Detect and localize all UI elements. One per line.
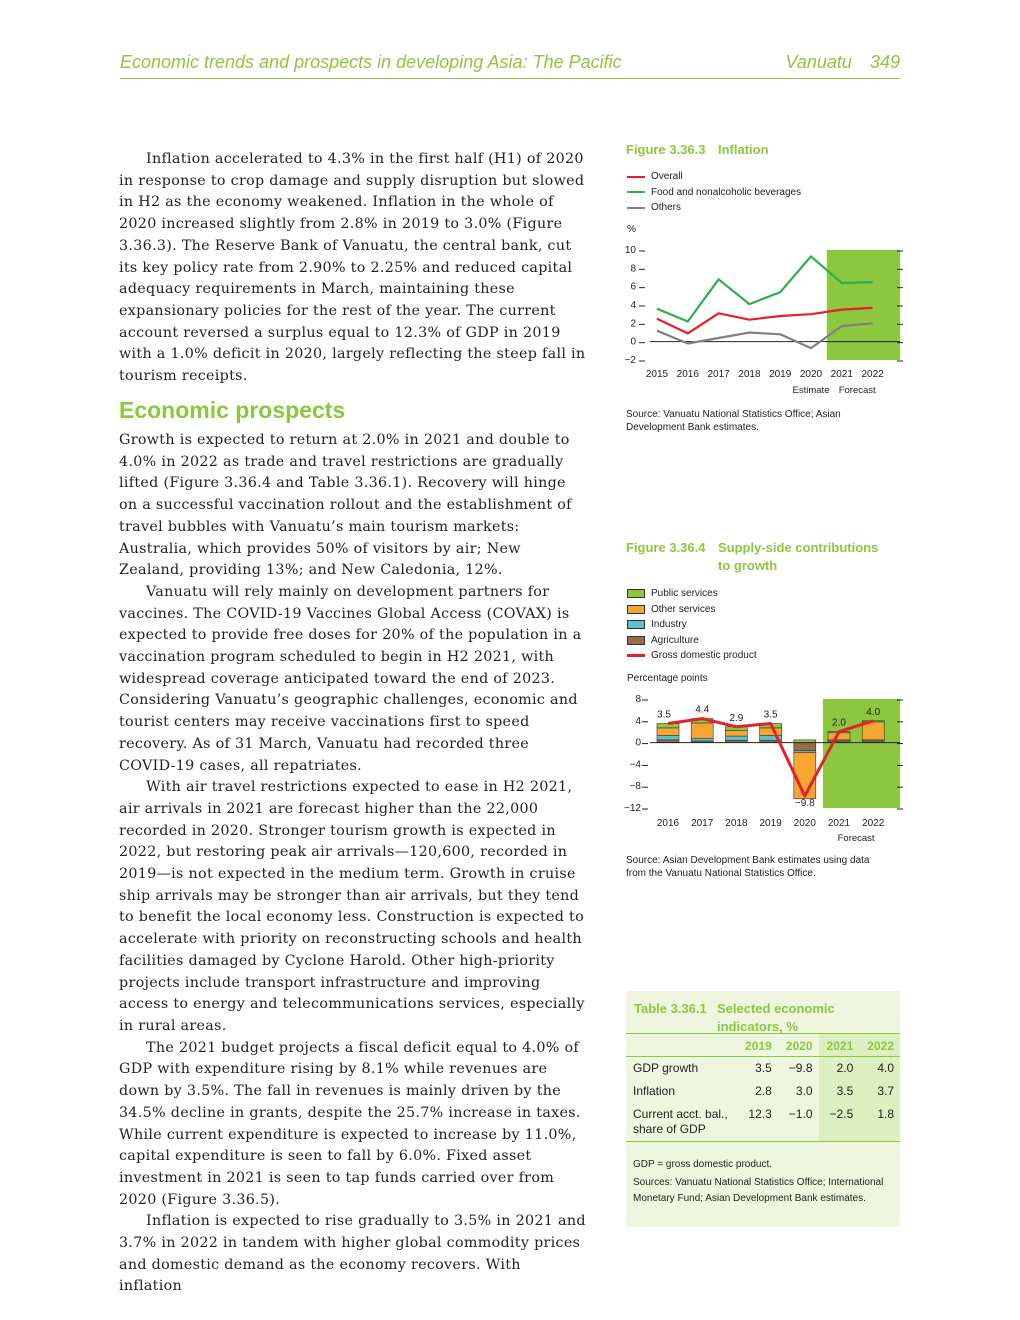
caption-line: to growth [718,558,778,573]
y-tick-label: 10 [624,245,636,256]
table-caption [717,1000,835,1036]
legend-item [627,586,757,602]
table-cell: 3.5 [819,1080,860,1103]
paragraph: Vanuatu will rely mainly on development partners for vaccines. The COVID-19 Vaccines Global Access (COVAX) is expected to provide free doses for 20% of the population in a vaccination program scheduled to begin in H2 2021, with widespread coverage anticipated toward the end of 2023. Considering Vanuatu’s geographic challenges, economic and tourist centers may receive vaccinations first to speed recovery. As of 31 March, Vanuatu had recorded three COVID-19 cases, all repatriates. [119,583,582,774]
x-tick-label: 2020 [793,818,816,829]
legend-swatch [627,620,645,629]
legend-item [627,633,757,649]
legend-swatch [627,605,645,614]
data-label: 3.5 [763,709,778,721]
x-tick-label: 2016 [676,369,699,380]
legend-label: Others [651,202,682,213]
data-label: −9.8 [794,798,815,810]
data-label: 2.9 [729,712,744,724]
bar-segment [657,724,679,728]
y-tick-label: 0 [630,336,636,348]
y-tick-label: 2 [630,318,636,330]
table-row [626,1057,900,1081]
x-tick-label: 2018 [725,818,748,829]
row-label: Current acct. bal., share of GDP [633,1107,728,1136]
caption-line: indicators, % [717,1019,798,1034]
y-tick-label: −8 [629,781,641,793]
table-sources: Sources: Vanuatu National Statistics Office; International Monetary Fund; Asian Development Bank estimates. [633,1177,884,1204]
legend-swatch [627,636,645,645]
legend-swatch [627,191,645,193]
header-cell: 2020 [785,1038,813,1053]
legend-swatch [627,654,645,657]
table-row [626,1080,900,1103]
paragraph: Growth is expected to return at 2.0% in 2021 and double to 4.0% in 2022 as trade and travel restrictions are gradually lifted (Figure 3.36.4 and Table 3.36.1). Recovery will hinge on a successful vaccination rollout and the establishment of travel bubbles with Vanuatu’s main tourism markets: Australia, which provides 50% of visitors by air; New Zealand, providing 13%; and New Caledonia, 12%. [119,432,572,579]
y-tick-label: 8 [635,694,641,705]
x-tick-label: 2017 [691,818,714,829]
legend-swatch [627,176,645,178]
table-cell: 2.8 [755,1084,772,1098]
x-tick-label: 2017 [707,369,730,380]
table-cell: 3.5 [755,1061,772,1075]
table-title [634,1000,835,1036]
figure-caption [718,539,878,575]
header-country: Vanuatu [785,52,852,72]
bar-segment [725,736,747,740]
y-tick-label: 6 [630,281,636,293]
chart-legend [627,586,757,664]
paragraph: Inflation is expected to rise gradually to 3.5% in 2021 and 3.7% in 2022 in tandem with higher global commodity prices and domestic demand as the economy recovers. With inflation [119,1213,586,1295]
axis-unit: % [627,224,636,235]
y-tick-label: 4 [630,300,636,311]
x-tick-label: 2018 [738,369,761,380]
intro-text [119,149,587,388]
bar-segment [691,738,713,741]
table-cell: −9.8 [788,1061,813,1075]
paragraph: Inflation accelerated to 4.3% in the first half (H1) of 2020 in response to crop damage and supply disruption but slowed in H2 as the economy weakened. Inflation in the whole of 2020 increased slightly from 2.8% in 2019 to 3.0% (Figure 3.36.3). The Reserve Bank of Vanuatu, the central bank, cut its key policy rate from 2.90% to 2.25% and reduced capital adequacy requirements in March, maintaining these expansionary policies for the rest of the year. The current account reversed a surplus equal to 12.3% of GDP in 2019 with a 1.0% deficit in 2020, largely reflecting the steep fall in tourism receipts. [119,151,586,385]
legend-label: Gross domestic product [651,650,757,661]
table-cell: −2.5 [819,1103,860,1142]
x-tick-label: 2019 [769,369,792,380]
legend-label: Other services [651,603,716,615]
caption-line: Supply-side contributions [718,540,879,555]
indicators-table [626,991,900,1227]
prospects-text [119,430,587,1298]
inflation-chart [620,238,910,400]
header-cell: 2019 [745,1038,772,1053]
bar-segment [657,728,679,736]
table-cell: 4.0 [859,1057,900,1081]
section-heading: Economic prospects [119,397,346,423]
figure-number: Figure 3.36.4 [626,540,706,555]
legend-item [627,169,801,185]
y-tick-label: −2 [624,355,636,366]
running-header [120,52,900,79]
legend-label: Industry [651,619,687,630]
legend-item [627,602,757,618]
x-tick-label: 2022 [861,369,884,380]
header-title: Economic trends and prospects in developing Asia: The Pacific [120,52,622,72]
table-cell: 3.7 [859,1080,900,1103]
y-tick-label: −12 [624,803,641,814]
figure-caption: Inflation [718,142,769,157]
table-number: Table 3.36.1 [634,1001,707,1016]
table-row [626,1103,900,1142]
data-table [626,1033,900,1142]
bar-segment [657,736,679,740]
y-tick-label: −4 [629,759,641,771]
y-tick-label: 4 [635,715,641,727]
legend-label: Overall [651,171,683,182]
x-tick-label: 2019 [759,818,782,829]
bar-segment [725,731,747,736]
legend-label: Food and nonalcoholic beverages [651,186,802,198]
table-cell: 1.8 [859,1103,900,1142]
row-label: GDP growth [633,1061,699,1075]
paragraph: With air travel restrictions expected to ease in H2 2021, air arrivals in 2021 are forecast higher than the 22,000 recorded in 2020. Stronger tourism growth is expected in 2022, but restoring peak air arrivals—120,600, recorded in 2019—is not expected in the medium term. Growth in cruise ship arrivals may be stronger than air arrivals, but they tend to benefit the local economy less. Construction is expected to accelerate with priority on reconstructing schools and health facilities damaged by Cyclone Harold. Other high-priority projects include transport infrastructure and improving access to energy and telecommunications services, especially in rural areas. [119,779,585,1034]
legend-item [627,617,757,633]
data-label: 2.0 [832,717,846,729]
bar-segment [794,752,816,798]
data-label: 4.4 [695,704,710,716]
table-header-row [626,1034,900,1057]
legend-label: Public services [651,588,718,599]
bar-segment [691,723,713,738]
header-cell [626,1034,737,1057]
x-tick-label: 2016 [656,818,680,829]
axis-unit: Percentage points [627,673,708,684]
table-note: GDP = gross domestic product. [633,1159,773,1170]
data-label: 3.5 [657,709,671,721]
legend-swatch [627,207,645,209]
growth-contributions-chart [620,688,910,848]
header-cell: 2021 [819,1034,860,1057]
bar-segment [760,728,782,736]
legend-label: Agriculture [651,634,699,646]
legend-item [627,200,801,216]
table-cell: 3.0 [795,1084,813,1098]
forecast-label: Forecast [838,385,876,396]
forecast-shading [827,250,900,360]
x-tick-label: 2021 [830,369,853,380]
row-label: Inflation [633,1084,676,1098]
x-tick-label: 2020 [799,369,823,380]
table-cell: 12.3 [748,1107,772,1121]
table-cell: 2.0 [819,1057,860,1081]
legend-swatch [627,589,645,598]
table-cell: −1.0 [788,1107,813,1121]
chart-legend [627,169,801,216]
y-tick-label: 8 [630,263,636,275]
forecast-label: Forecast [837,833,875,844]
legend-item [627,648,757,664]
x-tick-label: 2015 [645,369,669,380]
estimate-label: Estimate [792,385,830,396]
forecast-shading [823,699,900,808]
figure-number: Figure 3.36.3 [626,142,706,157]
header-right [768,52,900,73]
data-label: 4.0 [866,706,881,718]
x-tick-label: 2022 [862,818,885,829]
caption-line: Selected economic [717,1001,835,1016]
x-tick-label: 2021 [827,818,851,829]
paragraph: The 2021 budget projects a fiscal deficit equal to 4.0% of GDP with expenditure rising by 8.1% while revenues are down by 3.5%. The fall in revenues is mainly driven by the 34.5% decline in grants, despite the 25.7% increase in taxes. While current expenditure is expected to increase by 11.0%, capital expenditure is seen to fall by 6.0%. Fixed asset investment in 2021 is seen to tap funds carried over from 2020 (Figure 3.36.5). [119,1039,581,1208]
figure-title [626,539,878,575]
figure-source: Source: Asian Development Bank estimates using data from the Vanuatu National Statistics Office. [626,855,870,879]
figure-title [626,141,769,159]
header-cell: 2022 [859,1034,900,1057]
bar-segment [794,743,816,751]
page-number: 349 [869,52,900,72]
legend-item [627,185,801,201]
figure-source: Source: Vanuatu National Statistics Office; Asian Development Bank estimates. [626,409,841,433]
y-tick-label: 0 [635,737,641,749]
